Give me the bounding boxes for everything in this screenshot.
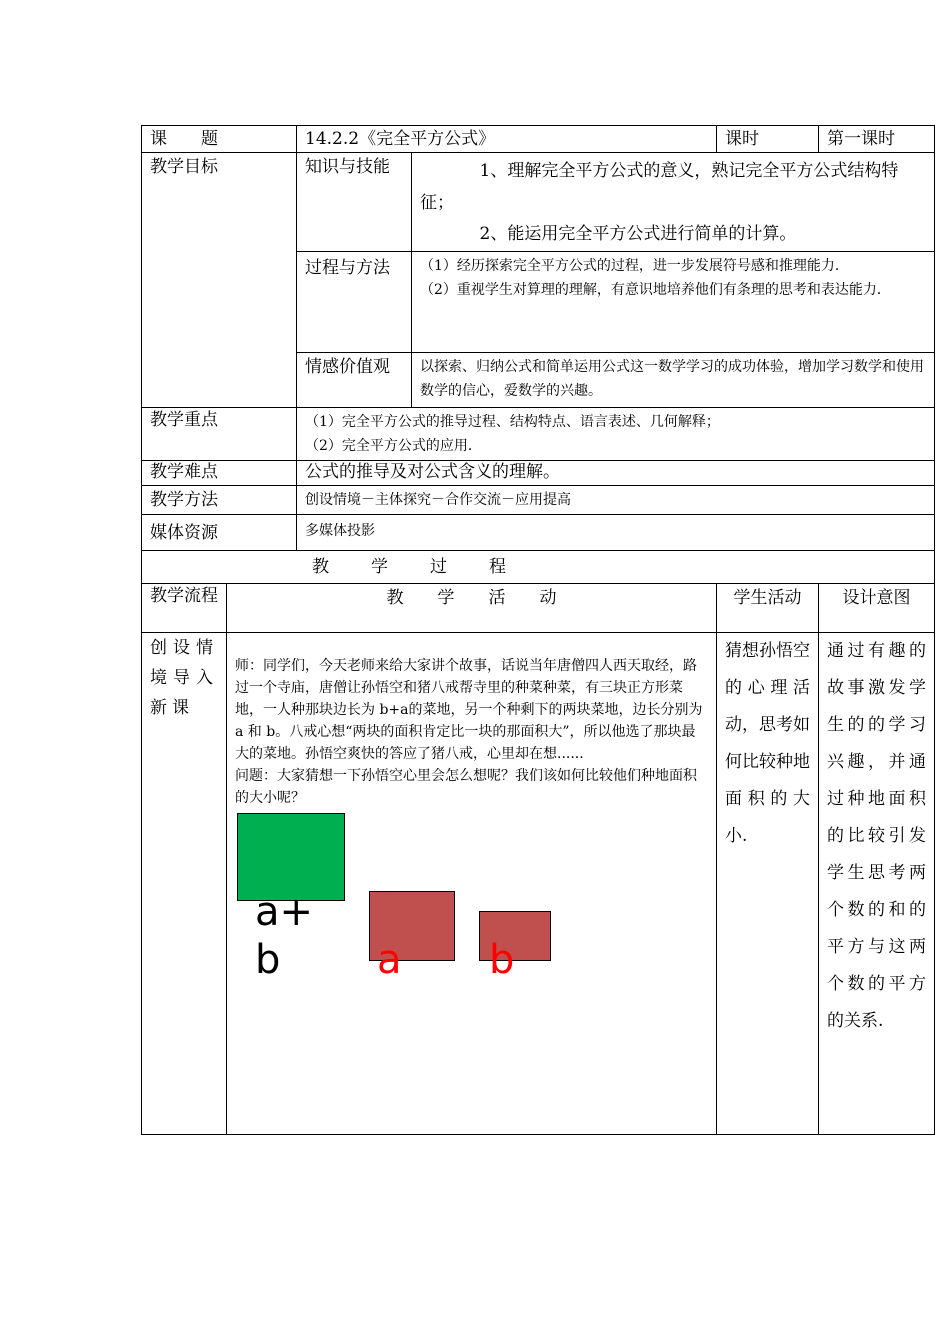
key-points-content <box>297 408 935 461</box>
process-row-intro <box>142 633 935 1135</box>
student-activity-intro: 猜想孙悟空的心理活动，思考如何比较种地面积的大小. <box>717 633 819 1135</box>
story-text: 师：同学们，今天老师来给大家讲个故事，话说当年唐僧四人西天取经，路过一个寺庙，唐僧让孙悟空和猪八戒帮寺里的种菜种菜，有三块正方形菜地，一人种那块边长为 b+a的菜地，另一个种剩下的两块菜地，边长分别为 a 和 b。八戒心想“两块的面积肯定比一块的那面积大”，所以他选了那块最大的菜地。孙悟空爽快的答应了猪八戒，心里却在想...... <box>235 658 703 762</box>
period-label: 课时 <box>717 126 819 153</box>
col-student-header: 学生活动 <box>717 584 819 633</box>
lesson-plan-table <box>141 125 935 1135</box>
design-intent-intro: 通过有趣的故事激发学生的的学习兴趣，并通过种地面积的比较引发学生思考两个数的和的平方与这两个数的平方的关系. <box>819 633 935 1135</box>
area-diagram <box>235 809 708 1069</box>
knowledge-item-1: 1、理解完全平方公式的意义，熟记完全平方公式结构特征； <box>420 161 899 213</box>
process-header-row <box>142 584 935 633</box>
difficulty-row <box>142 461 935 486</box>
activity-intro <box>227 633 717 1135</box>
media-row <box>142 515 935 551</box>
method-label: 教学方法 <box>142 486 297 515</box>
goal-knowledge-row <box>142 153 935 252</box>
values-label: 情感价值观 <box>297 353 412 408</box>
knowledge-label: 知识与技能 <box>297 153 412 252</box>
process-item-2: （2）重视学生对算理的理解，有意识地培养他们有条理的思考和表达能力． <box>420 282 891 298</box>
key-point-1: （1）完全平方公式的推导过程、结构特点、语言表述、几何解释； <box>305 414 720 430</box>
process-title <box>142 551 935 584</box>
values-content: 以探索、归纳公式和简单运用公式这一数学学习的成功体验，增加学习数学和使用数学的信心，爱数学的兴趣。 <box>412 353 935 408</box>
key-points-label: 教学重点 <box>142 408 297 461</box>
media-label: 媒体资源 <box>142 515 297 551</box>
difficulty-label: 教学难点 <box>142 461 297 486</box>
process-title-char-4: 程 <box>489 557 506 577</box>
media-content: 多媒体投影 <box>297 515 935 551</box>
knowledge-content <box>412 153 935 252</box>
col-design-header: 设计意图 <box>819 584 935 633</box>
label-a: a <box>377 937 402 983</box>
difficulty-content: 公式的推导及对公式含义的理解。 <box>297 461 935 486</box>
label-a-plus-b-line2: b <box>255 937 281 983</box>
process-title-char-1: 教 <box>312 557 329 577</box>
process-method-content <box>412 252 935 353</box>
label-b: b <box>489 937 515 983</box>
key-points-row <box>142 408 935 461</box>
knowledge-item-2: 2、能运用完全平方公式进行简单的计算。 <box>479 224 797 244</box>
question-text: 问题：大家猜想一下孙悟空心里会怎么想呢？我们该如何比较他们种地面积的大小呢？ <box>235 768 697 806</box>
process-title-row <box>142 551 935 584</box>
topic-value: 14.2.2《完全平方公式》 <box>297 126 717 153</box>
process-method-label: 过程与方法 <box>297 252 412 353</box>
label-a-plus-b-line1: a+ <box>255 889 314 935</box>
col-activity-header: 教 学 活 动 <box>227 584 717 633</box>
process-title-char-3: 过 <box>430 557 447 577</box>
method-row <box>142 486 935 515</box>
col-flow-header: 教学流程 <box>142 584 227 633</box>
process-title-char-2: 学 <box>371 557 388 577</box>
square-a-plus-b <box>237 813 345 901</box>
goals-label: 教学目标 <box>142 153 297 408</box>
key-point-2: （2）完全平方公式的应用． <box>305 438 482 454</box>
period-value: 第一课时 <box>819 126 935 153</box>
header-row <box>142 126 935 153</box>
process-item-1: （1）经历探索完全平方公式的过程，进一步发展符号感和推理能力． <box>420 258 849 274</box>
flow-intro: 创设情境导入新课 <box>142 633 227 1135</box>
topic-label: 课 题 <box>142 126 297 153</box>
method-content: 创设情境－主体探究－合作交流－应用提高 <box>297 486 935 515</box>
